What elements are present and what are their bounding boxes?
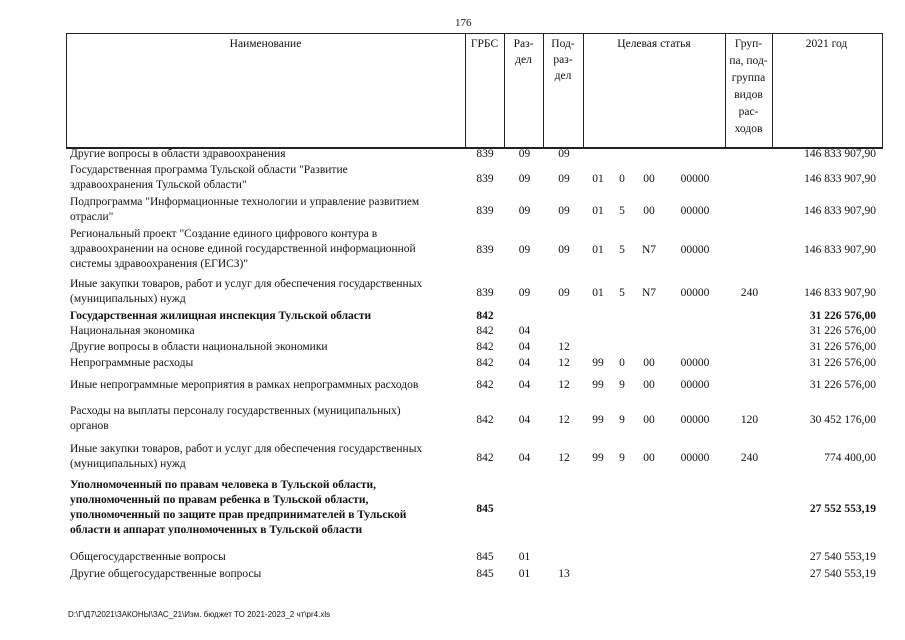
table-row [70, 340, 876, 355]
cell-name: Подпрограмма "Информационные технологии и управление развитием отрасли" [70, 196, 420, 223]
cell-amount: 27 552 553,19 [809, 502, 876, 515]
cell-grbs: 839 [476, 148, 494, 160]
header-year: 2021 год [805, 38, 848, 50]
cell-grbs: 845 [476, 568, 494, 580]
cell-name: Государственная программа Тульской области "Развитие здравоохранения Тульской области" [70, 164, 348, 191]
cell-podrazdel: 12 [558, 413, 570, 426]
cell-grbs: 839 [476, 204, 494, 217]
table-row [70, 195, 876, 225]
cell-podrazdel: 09 [558, 148, 570, 160]
cell-name: Непрограммные расходы [70, 357, 194, 369]
cell-amount: 31 226 576,00 [809, 325, 876, 337]
table-row [70, 227, 876, 272]
cell-amount: 31 226 576,00 [809, 341, 876, 353]
cell-expense-type: 240 [740, 451, 759, 464]
cell-amount: 30 452 176,00 [809, 413, 876, 426]
cell-event: 00 [643, 413, 655, 426]
cell-grbs: 842 [476, 310, 494, 322]
cell-program: 99 [592, 379, 604, 391]
cell-direction: 00000 [680, 244, 710, 256]
cell-amount: 146 833 907,90 [804, 244, 876, 256]
header-target-article: Целевая статья [617, 38, 691, 50]
cell-name: Другие вопросы в области здравоохранения [70, 148, 286, 160]
cell-grbs: 839 [476, 172, 494, 185]
cell-grbs: 842 [476, 413, 494, 426]
cell-amount: 146 833 907,90 [804, 286, 876, 299]
table-row [70, 442, 876, 472]
cell-event: N7 [641, 286, 657, 299]
cell-amount: 774 400,00 [824, 451, 876, 464]
cell-subprogram: 5 [619, 204, 625, 217]
cell-razdel: 04 [518, 413, 531, 426]
cell-name: Уполномоченный по правам человека в Тульской области, уполномоченный по правам ребенка в Тульской области, уполномоченный по защите прав предпринимателей в Тульской области и аппарат уполномоченных в Тульской области [70, 479, 407, 536]
header-razdel: Раз- дел [513, 38, 534, 66]
cell-razdel: 09 [518, 172, 531, 185]
cell-grbs: 842 [476, 325, 494, 337]
cell-razdel: 09 [518, 244, 531, 256]
cell-name: Иные непрограммные мероприятия в рамках непрограммных расходов [70, 379, 419, 391]
table-row [70, 567, 876, 582]
cell-razdel: 01 [518, 551, 531, 563]
cell-razdel: 04 [518, 379, 531, 391]
header-name: Наименование [229, 38, 302, 50]
cell-podrazdel: 09 [558, 286, 570, 299]
cell-amount: 146 833 907,90 [804, 148, 876, 160]
cell-subprogram: 9 [619, 379, 625, 391]
cell-event: 00 [643, 204, 655, 217]
cell-name: Иные закупки товаров, работ и услуг для обеспечения государственных (муниципальных) нужд [70, 278, 423, 305]
cell-event: 00 [643, 379, 655, 391]
cell-amount: 146 833 907,90 [804, 172, 876, 185]
cell-expense-type: 240 [740, 286, 759, 299]
cell-razdel: 01 [518, 568, 531, 580]
cell-grbs: 839 [476, 244, 494, 256]
cell-name: Государственная жилищная инспекция Тульской области [70, 310, 372, 322]
header-podrazdel: Под- раз- дел [551, 38, 575, 82]
cell-direction: 00000 [680, 413, 710, 426]
cell-program: 01 [592, 286, 604, 299]
table-row [70, 324, 876, 339]
cell-program: 01 [592, 244, 604, 256]
cell-direction: 00000 [680, 451, 710, 464]
cell-direction: 00000 [680, 357, 710, 369]
cell-razdel: 04 [518, 451, 531, 464]
cell-program: 99 [592, 413, 604, 426]
cell-podrazdel: 12 [558, 451, 570, 464]
cell-direction: 00000 [680, 172, 710, 185]
cell-direction: 00000 [680, 204, 710, 217]
cell-name: Расходы на выплаты персоналу государственных (муниципальных) органов [70, 405, 401, 432]
cell-name: Национальная экономика [70, 325, 195, 337]
cell-grbs: 842 [476, 357, 494, 369]
table-row [70, 309, 876, 324]
cell-grbs: 842 [476, 379, 494, 391]
table-row [70, 550, 876, 565]
cell-razdel: 04 [518, 357, 531, 369]
cell-podrazdel: 12 [558, 357, 570, 369]
cell-subprogram: 9 [619, 451, 625, 464]
cell-direction: 00000 [680, 379, 710, 391]
cell-subprogram: 5 [619, 286, 625, 299]
cell-grbs: 845 [476, 502, 494, 515]
cell-name: Иные закупки товаров, работ и услуг для обеспечения государственных (муниципальных) нужд [70, 443, 423, 470]
cell-program: 99 [592, 357, 604, 369]
page-number: 176 [455, 17, 472, 29]
cell-razdel: 04 [518, 325, 531, 337]
cell-name: Другие вопросы в области национальной экономики [70, 341, 328, 353]
cell-razdel: 09 [518, 148, 531, 160]
cell-grbs: 842 [476, 451, 494, 464]
cell-amount: 146 833 907,90 [804, 204, 876, 217]
cell-name: Другие общегосударственные вопросы [70, 568, 262, 580]
cell-razdel: 04 [518, 341, 531, 353]
header-grbs: ГРБС [470, 38, 499, 50]
cell-name: Региональный проект "Создание единого цифрового контура в здравоохранении на основе единой государственной информационной системы здравоохранения (ЕГИСЗ)" [70, 228, 416, 270]
table-row [70, 163, 876, 193]
header-expense-group: Груп- па, под- группа видов рас- ходов [729, 38, 768, 135]
cell-podrazdel: 12 [558, 341, 570, 353]
cell-amount: 31 226 576,00 [809, 310, 876, 322]
table-row [70, 478, 876, 538]
cell-event: N7 [641, 244, 657, 256]
cell-event: 00 [643, 357, 655, 369]
cell-razdel: 09 [518, 204, 531, 217]
cell-subprogram: 9 [619, 413, 625, 426]
cell-program: 01 [592, 172, 604, 185]
cell-subprogram: 5 [619, 244, 625, 256]
cell-amount: 31 226 576,00 [809, 357, 876, 369]
cell-podrazdel: 09 [558, 172, 570, 185]
cell-direction: 00000 [680, 286, 710, 299]
cell-event: 00 [643, 172, 655, 185]
cell-event: 00 [643, 451, 655, 464]
cell-amount: 31 226 576,00 [809, 379, 876, 391]
cell-grbs: 842 [476, 341, 494, 353]
cell-subprogram: 0 [619, 357, 625, 369]
cell-name: Общегосударственные вопросы [70, 551, 226, 563]
cell-podrazdel: 13 [558, 568, 570, 580]
table-row [70, 404, 876, 434]
cell-expense-type: 120 [740, 413, 759, 426]
table-row [70, 277, 876, 307]
cell-podrazdel: 09 [558, 244, 570, 256]
cell-razdel: 09 [518, 286, 531, 299]
cell-amount: 27 540 553,19 [809, 551, 876, 563]
cell-program: 01 [592, 204, 604, 217]
table-row [70, 356, 876, 371]
cell-subprogram: 0 [619, 172, 625, 185]
table-row [70, 378, 876, 393]
cell-grbs: 839 [476, 286, 494, 299]
table-row [70, 147, 876, 162]
cell-amount: 27 540 553,19 [809, 568, 876, 580]
file-path-footer: D:\Г\Д7\2021\ЗАКОНЫ\ЗАС_21\Изм. бюджет ТО 2021-2023_2 чт\pr4.xls [68, 610, 331, 619]
cell-grbs: 845 [476, 551, 494, 563]
cell-podrazdel: 12 [558, 379, 570, 391]
cell-program: 99 [592, 451, 604, 464]
cell-podrazdel: 09 [558, 204, 570, 217]
